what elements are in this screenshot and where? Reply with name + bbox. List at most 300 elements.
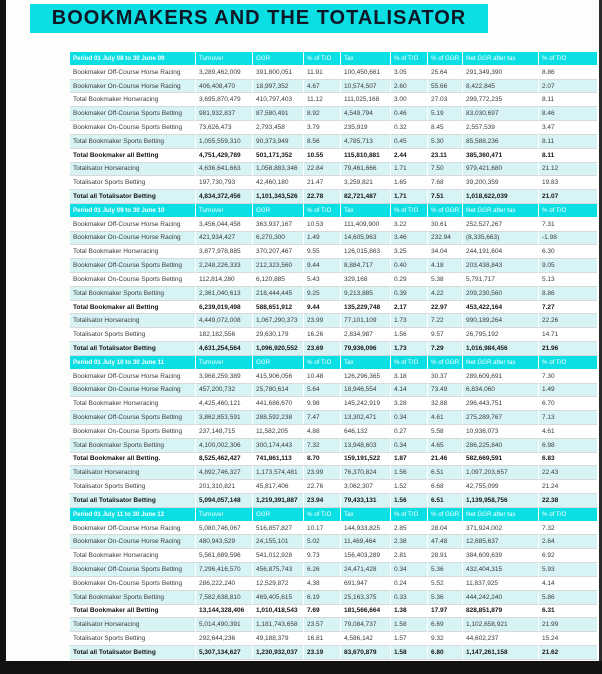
value-cell: 6,270,300 bbox=[253, 232, 304, 246]
value-cell: 13,302,471 bbox=[341, 411, 391, 425]
value-cell: 21.46 bbox=[428, 453, 463, 467]
value-cell: 126,296,365 bbox=[341, 370, 391, 384]
column-header: % of T/O bbox=[539, 508, 597, 522]
column-header: Tax bbox=[341, 52, 391, 66]
value-cell: 23.99 bbox=[304, 314, 341, 328]
page-title: BOOKMAKERS AND THE TOTALISATOR bbox=[51, 7, 467, 29]
value-cell: 22.26 bbox=[539, 314, 597, 328]
value-cell: 3.46 bbox=[391, 232, 428, 246]
value-cell: 11,469,464 bbox=[341, 535, 391, 549]
row-label: Bookmaker On-Course Sports Betting bbox=[70, 425, 196, 439]
value-cell: 144,933,825 bbox=[341, 522, 391, 536]
value-cell: 6.51 bbox=[428, 466, 463, 480]
value-cell: 4.67 bbox=[304, 80, 341, 94]
value-cell: 7.27 bbox=[539, 301, 597, 315]
value-cell: 18,946,554 bbox=[341, 384, 391, 398]
value-cell: 197,730,793 bbox=[196, 176, 253, 190]
value-cell: 11,837,925 bbox=[463, 577, 539, 591]
value-cell: 29,630,179 bbox=[253, 328, 304, 342]
value-cell: 25,780,614 bbox=[253, 384, 304, 398]
value-cell: 73.49 bbox=[428, 384, 463, 398]
value-cell: 469,405,615 bbox=[253, 591, 304, 605]
row-label: Bookmaker Off-Course Sports Betting bbox=[70, 259, 196, 273]
value-cell: 480,943,529 bbox=[196, 535, 253, 549]
row-label: Total Bookmaker Horseracing bbox=[70, 93, 196, 107]
value-cell: 10.17 bbox=[304, 522, 341, 536]
value-cell: 6,834,060 bbox=[463, 384, 539, 398]
value-cell: 457,200,732 bbox=[196, 384, 253, 398]
table-row bbox=[70, 135, 597, 149]
value-cell: 0.40 bbox=[391, 259, 428, 273]
row-label: Bookmaker Off-Course Horse Racing bbox=[70, 66, 196, 80]
value-cell: 8.11 bbox=[539, 135, 597, 149]
column-header: % of T/O bbox=[391, 204, 428, 218]
value-cell: 9.32 bbox=[428, 632, 463, 646]
period-label: Period 01 July 10 to 30 June 11 bbox=[70, 356, 196, 370]
value-cell: 456,875,743 bbox=[253, 563, 304, 577]
value-cell: 6.19 bbox=[304, 591, 341, 605]
value-cell: 73,626,473 bbox=[196, 121, 253, 135]
value-cell: 1.73 bbox=[391, 314, 428, 328]
value-cell: 6.69 bbox=[428, 618, 463, 632]
value-cell: 4.18 bbox=[428, 259, 463, 273]
value-cell: 5.38 bbox=[428, 273, 463, 287]
table-row bbox=[70, 397, 597, 411]
value-cell: 6.92 bbox=[539, 549, 597, 563]
value-cell: 4,892,746,327 bbox=[196, 466, 253, 480]
value-cell: 990,189,264 bbox=[463, 314, 539, 328]
table-row bbox=[70, 384, 597, 398]
value-cell: 12,529,872 bbox=[253, 577, 304, 591]
value-cell: 4.22 bbox=[428, 287, 463, 301]
table-row bbox=[70, 121, 597, 135]
value-cell: 6.51 bbox=[428, 494, 463, 508]
value-cell: 4,751,429,789 bbox=[196, 149, 253, 163]
value-cell: 1,096,920,552 bbox=[253, 342, 304, 356]
value-cell: 2.81 bbox=[391, 549, 428, 563]
value-cell: 296,443,751 bbox=[463, 397, 539, 411]
value-cell: 1,219,391,887 bbox=[253, 494, 304, 508]
row-label: Totalisator Sports Betting bbox=[70, 632, 196, 646]
value-cell: 5,561,689,596 bbox=[196, 549, 253, 563]
value-cell: 6.31 bbox=[539, 605, 597, 619]
value-cell: 11.91 bbox=[304, 66, 341, 80]
period-label: Period 01 July 09 to 30 June 10 bbox=[70, 204, 196, 218]
row-label: Totalisator Sports Betting bbox=[70, 480, 196, 494]
value-cell: 2,834,987 bbox=[341, 328, 391, 342]
column-header: % of T/O bbox=[304, 508, 341, 522]
value-cell: 9.05 bbox=[539, 259, 597, 273]
column-header: Net GGR after tax bbox=[463, 356, 539, 370]
value-cell: 14.71 bbox=[539, 328, 597, 342]
row-label: Totalisator Horseracing bbox=[70, 466, 196, 480]
table-row bbox=[70, 218, 597, 232]
value-cell: 363,937,167 bbox=[253, 218, 304, 232]
table-row bbox=[70, 66, 597, 80]
row-label: Bookmaker Off-Course Horse Racing bbox=[70, 370, 196, 384]
value-cell: 55.66 bbox=[428, 80, 463, 94]
value-cell: 2.17 bbox=[391, 301, 428, 315]
value-cell: 24,471,428 bbox=[341, 563, 391, 577]
period-header-row-3 bbox=[70, 356, 597, 370]
value-cell: 7.50 bbox=[428, 163, 463, 177]
value-cell: 1.49 bbox=[304, 232, 341, 246]
value-cell: 23.94 bbox=[304, 494, 341, 508]
value-cell: 23.57 bbox=[304, 618, 341, 632]
value-cell: 5.02 bbox=[304, 535, 341, 549]
value-cell: 6.30 bbox=[539, 245, 597, 259]
table-row bbox=[70, 480, 597, 494]
value-cell: 32.88 bbox=[428, 397, 463, 411]
value-cell: 126,015,863 bbox=[341, 245, 391, 259]
value-cell: 11,582,205 bbox=[253, 425, 304, 439]
value-cell: 291,349,390 bbox=[463, 66, 539, 80]
value-cell: 82,721,487 bbox=[341, 190, 391, 204]
column-header: % of GGR bbox=[428, 204, 463, 218]
value-cell: 1.58 bbox=[391, 646, 428, 660]
table-row bbox=[70, 232, 597, 246]
value-cell: 4.88 bbox=[304, 425, 341, 439]
value-cell: 5.30 bbox=[428, 135, 463, 149]
table-row bbox=[70, 522, 597, 536]
value-cell: 27.03 bbox=[428, 93, 463, 107]
value-cell: 286,225,840 bbox=[463, 439, 539, 453]
value-cell: 444,242,240 bbox=[463, 591, 539, 605]
value-cell: 288,592,238 bbox=[253, 411, 304, 425]
value-cell: 79,433,131 bbox=[341, 494, 391, 508]
value-cell: 85,588,236 bbox=[463, 135, 539, 149]
value-cell: 4.65 bbox=[428, 439, 463, 453]
value-cell: 14,605,963 bbox=[341, 232, 391, 246]
value-cell: 7.51 bbox=[428, 190, 463, 204]
value-cell: 28.04 bbox=[428, 522, 463, 536]
value-cell: 8,884,717 bbox=[341, 259, 391, 273]
period-header-row-4 bbox=[70, 508, 597, 522]
value-cell: 6.83 bbox=[539, 453, 597, 467]
table-row bbox=[70, 80, 597, 94]
value-cell: 7.68 bbox=[428, 176, 463, 190]
value-cell: 44,602,237 bbox=[463, 632, 539, 646]
value-cell: 90,373,949 bbox=[253, 135, 304, 149]
row-label: Total Bookmaker all Betting bbox=[70, 149, 196, 163]
table-row bbox=[70, 605, 597, 619]
value-cell: 9.44 bbox=[304, 259, 341, 273]
value-cell: 3,456,044,458 bbox=[196, 218, 253, 232]
column-header: % of T/O bbox=[304, 52, 341, 66]
value-cell: 1.56 bbox=[391, 328, 428, 342]
value-cell: 3,062,307 bbox=[341, 480, 391, 494]
value-cell: 4,785,713 bbox=[341, 135, 391, 149]
value-cell: 2.07 bbox=[539, 80, 597, 94]
value-cell: 237,148,715 bbox=[196, 425, 253, 439]
column-header: % of GGR bbox=[428, 52, 463, 66]
value-cell: 5.19 bbox=[428, 107, 463, 121]
value-cell: 8,525,462,427 bbox=[196, 453, 253, 467]
value-cell: 646,132 bbox=[341, 425, 391, 439]
value-cell: 441,686,670 bbox=[253, 397, 304, 411]
value-cell: 21.07 bbox=[539, 190, 597, 204]
value-cell: 21.96 bbox=[539, 342, 597, 356]
table-row bbox=[70, 190, 597, 204]
value-cell: 1,139,958,756 bbox=[463, 494, 539, 508]
value-cell: 2.64 bbox=[539, 535, 597, 549]
value-cell: 1,181,743,658 bbox=[253, 618, 304, 632]
value-cell: 5,014,490,391 bbox=[196, 618, 253, 632]
value-cell: 4,100,002,306 bbox=[196, 439, 253, 453]
value-cell: 0.39 bbox=[391, 287, 428, 301]
value-cell: 28.91 bbox=[428, 549, 463, 563]
value-cell: 3.28 bbox=[391, 397, 428, 411]
value-cell: 156,403,289 bbox=[341, 549, 391, 563]
value-cell: 0.34 bbox=[391, 411, 428, 425]
column-header: % of T/O bbox=[391, 52, 428, 66]
value-cell: 10,574,507 bbox=[341, 80, 391, 94]
table-row bbox=[70, 342, 597, 356]
value-cell: 201,310,821 bbox=[196, 480, 253, 494]
row-label: Total Bookmaker all Betting. bbox=[70, 453, 196, 467]
value-cell: 10,936,073 bbox=[463, 425, 539, 439]
value-cell: 0.45 bbox=[391, 135, 428, 149]
value-cell: 9.44 bbox=[304, 301, 341, 315]
value-cell: 1.56 bbox=[391, 466, 428, 480]
row-label: Bookmaker On-Course Horse Racing bbox=[70, 232, 196, 246]
row-label: Totalisator Horseracing bbox=[70, 163, 196, 177]
row-label: Bookmaker On-Course Sports Betting bbox=[70, 577, 196, 591]
value-cell: 10.53 bbox=[304, 218, 341, 232]
value-cell: 100,450,661 bbox=[341, 66, 391, 80]
value-cell: 289,609,691 bbox=[463, 370, 539, 384]
value-cell: 5.58 bbox=[428, 425, 463, 439]
row-label: Total Bookmaker all Betting bbox=[70, 605, 196, 619]
table-row bbox=[70, 549, 597, 563]
value-cell: 1,016,984,456 bbox=[463, 342, 539, 356]
value-cell: 3,289,462,009 bbox=[196, 66, 253, 80]
value-cell: (8,335,663) bbox=[463, 232, 539, 246]
column-header: Net GGR after tax bbox=[463, 52, 539, 66]
column-header: GGR bbox=[253, 204, 304, 218]
value-cell: 2.38 bbox=[391, 535, 428, 549]
value-cell: 6.98 bbox=[539, 439, 597, 453]
table-row bbox=[70, 453, 597, 467]
column-header: % of T/O bbox=[304, 204, 341, 218]
value-cell: 8.45 bbox=[428, 121, 463, 135]
table-row bbox=[70, 328, 597, 342]
row-label: Bookmaker Off-Course Sports Betting bbox=[70, 563, 196, 577]
value-cell: 8.56 bbox=[304, 135, 341, 149]
value-cell: 1.56 bbox=[391, 494, 428, 508]
value-cell: -1.98 bbox=[539, 232, 597, 246]
period-label: Period 01 July 11 to 30 June 12 bbox=[70, 508, 196, 522]
value-cell: 1.71 bbox=[391, 190, 428, 204]
value-cell: 3.22 bbox=[391, 218, 428, 232]
table-row bbox=[70, 176, 597, 190]
column-header: % of T/O bbox=[539, 356, 597, 370]
value-cell: 23.99 bbox=[304, 466, 341, 480]
value-cell: 384,609,639 bbox=[463, 549, 539, 563]
table-row bbox=[70, 563, 597, 577]
value-cell: 79,936,096 bbox=[341, 342, 391, 356]
value-cell: 7,296,416,570 bbox=[196, 563, 253, 577]
value-cell: 4.14 bbox=[391, 384, 428, 398]
value-cell: 1,010,418,543 bbox=[253, 605, 304, 619]
period-label: Period 01 July 08 to 30 June 09 bbox=[70, 52, 196, 66]
period-header-row-1 bbox=[70, 52, 597, 66]
value-cell: 391,800,051 bbox=[253, 66, 304, 80]
value-cell: 3,877,978,885 bbox=[196, 245, 253, 259]
row-label: Total all Totalisator Betting bbox=[70, 190, 196, 204]
value-cell: 252,527,267 bbox=[463, 218, 539, 232]
table-row bbox=[70, 301, 597, 315]
table-row bbox=[70, 494, 597, 508]
value-cell: 5.64 bbox=[304, 384, 341, 398]
column-header: % of T/O bbox=[539, 52, 597, 66]
value-cell: 8.11 bbox=[539, 93, 597, 107]
value-cell: 111,409,900 bbox=[341, 218, 391, 232]
value-cell: 3.00 bbox=[391, 93, 428, 107]
value-cell: 218,444,445 bbox=[253, 287, 304, 301]
value-cell: 406,408,470 bbox=[196, 80, 253, 94]
value-cell: 1.52 bbox=[391, 480, 428, 494]
value-cell: 24,155,101 bbox=[253, 535, 304, 549]
value-cell: 21.99 bbox=[539, 618, 597, 632]
value-cell: 453,422,164 bbox=[463, 301, 539, 315]
value-cell: 7,582,638,810 bbox=[196, 591, 253, 605]
value-cell: 8.92 bbox=[304, 107, 341, 121]
value-cell: 828,851,879 bbox=[463, 605, 539, 619]
value-cell: 5.86 bbox=[539, 591, 597, 605]
value-cell: 21.12 bbox=[539, 163, 597, 177]
value-cell: 5.13 bbox=[539, 273, 597, 287]
value-cell: 7.69 bbox=[304, 605, 341, 619]
value-cell: 83,670,879 bbox=[341, 646, 391, 660]
table-row bbox=[70, 646, 597, 660]
value-cell: 145,242,919 bbox=[341, 397, 391, 411]
value-cell: 3.47 bbox=[539, 121, 597, 135]
value-cell: 8.46 bbox=[539, 107, 597, 121]
value-cell: 42,460,180 bbox=[253, 176, 304, 190]
value-cell: 7.32 bbox=[304, 439, 341, 453]
value-cell: 0.27 bbox=[391, 425, 428, 439]
value-cell: 9.98 bbox=[304, 397, 341, 411]
value-cell: 22.84 bbox=[304, 163, 341, 177]
value-cell: 979,421,680 bbox=[463, 163, 539, 177]
row-label: Total Bookmaker all Betting bbox=[70, 301, 196, 315]
row-label: Totalisator Horseracing bbox=[70, 314, 196, 328]
row-label: Total Bookmaker Sports Betting bbox=[70, 439, 196, 453]
value-cell: 8.11 bbox=[539, 149, 597, 163]
value-cell: 300,174,443 bbox=[253, 439, 304, 453]
value-cell: 15.24 bbox=[539, 632, 597, 646]
row-label: Bookmaker Off-Course Horse Racing bbox=[70, 522, 196, 536]
value-cell: 25,163,375 bbox=[341, 591, 391, 605]
value-cell: 235,919 bbox=[341, 121, 391, 135]
value-cell: 8.86 bbox=[539, 287, 597, 301]
value-cell: 8.70 bbox=[304, 453, 341, 467]
value-cell: 0.29 bbox=[391, 273, 428, 287]
value-cell: 1.49 bbox=[539, 384, 597, 398]
value-cell: 6.70 bbox=[539, 397, 597, 411]
value-cell: 0.34 bbox=[391, 563, 428, 577]
value-cell: 541,012,928 bbox=[253, 549, 304, 563]
value-cell: 13,144,328,406 bbox=[196, 605, 253, 619]
table-row bbox=[70, 466, 597, 480]
value-cell: 4,631,254,564 bbox=[196, 342, 253, 356]
value-cell: 30.61 bbox=[428, 218, 463, 232]
value-cell: 370,207,467 bbox=[253, 245, 304, 259]
value-cell: 1.87 bbox=[391, 453, 428, 467]
value-cell: 4,449,072,008 bbox=[196, 314, 253, 328]
value-cell: 1,173,574,481 bbox=[253, 466, 304, 480]
value-cell: 7.32 bbox=[539, 522, 597, 536]
table-row bbox=[70, 411, 597, 425]
value-cell: 5.36 bbox=[428, 563, 463, 577]
value-cell: 39,200,359 bbox=[463, 176, 539, 190]
value-cell: 12,685,637 bbox=[463, 535, 539, 549]
row-label: Bookmaker Off-Course Sports Betting bbox=[70, 411, 196, 425]
row-label: Total Bookmaker Horseracing bbox=[70, 397, 196, 411]
value-cell: 17.97 bbox=[428, 605, 463, 619]
value-cell: 76,370,824 bbox=[341, 466, 391, 480]
value-cell: 329,168 bbox=[341, 273, 391, 287]
column-header: % of T/O bbox=[304, 356, 341, 370]
value-cell: 4,586,142 bbox=[341, 632, 391, 646]
row-label: Bookmaker On-Course Sports Betting bbox=[70, 121, 196, 135]
value-cell: 286,222,240 bbox=[196, 577, 253, 591]
row-label: Bookmaker Off-Course Horse Racing bbox=[70, 218, 196, 232]
value-cell: 22.78 bbox=[304, 190, 341, 204]
value-cell: 1,055,559,310 bbox=[196, 135, 253, 149]
value-cell: 1.38 bbox=[391, 605, 428, 619]
value-cell: 516,857,827 bbox=[253, 522, 304, 536]
value-cell: 7.31 bbox=[539, 218, 597, 232]
value-cell: 588,651,912 bbox=[253, 301, 304, 315]
value-cell: 5.93 bbox=[539, 563, 597, 577]
value-cell: 1,058,883,346 bbox=[253, 163, 304, 177]
value-cell: 87,580,491 bbox=[253, 107, 304, 121]
value-cell: 4,549,794 bbox=[341, 107, 391, 121]
value-cell: 432,404,315 bbox=[463, 563, 539, 577]
value-cell: 22.38 bbox=[539, 494, 597, 508]
value-cell: 6.26 bbox=[304, 563, 341, 577]
value-cell: 691,947 bbox=[341, 577, 391, 591]
value-cell: 385,360,471 bbox=[463, 149, 539, 163]
value-cell: 9.73 bbox=[304, 549, 341, 563]
value-cell: 10.55 bbox=[304, 149, 341, 163]
value-cell: 112,814,280 bbox=[196, 273, 253, 287]
column-header: % of T/O bbox=[391, 508, 428, 522]
value-cell: 275,289,767 bbox=[463, 411, 539, 425]
row-label: Totalisator Horseracing bbox=[70, 618, 196, 632]
column-header: GGR bbox=[253, 52, 304, 66]
value-cell: 79,084,737 bbox=[341, 618, 391, 632]
row-label: Total Bookmaker Horseracing bbox=[70, 245, 196, 259]
column-header: Turnover bbox=[196, 508, 253, 522]
column-header: Net GGR after tax bbox=[463, 508, 539, 522]
value-cell: 582,669,591 bbox=[463, 453, 539, 467]
value-cell: 421,934,427 bbox=[196, 232, 253, 246]
value-cell: 77,101,109 bbox=[341, 314, 391, 328]
value-cell: 3,968,259,389 bbox=[196, 370, 253, 384]
table-row bbox=[70, 577, 597, 591]
value-cell: 5.43 bbox=[304, 273, 341, 287]
column-header: Turnover bbox=[196, 356, 253, 370]
value-cell: 299,772,235 bbox=[463, 93, 539, 107]
value-cell: 3.25 bbox=[391, 245, 428, 259]
value-cell: 209,230,560 bbox=[463, 287, 539, 301]
table-row bbox=[70, 149, 597, 163]
value-cell: 34.04 bbox=[428, 245, 463, 259]
table-row bbox=[70, 425, 597, 439]
